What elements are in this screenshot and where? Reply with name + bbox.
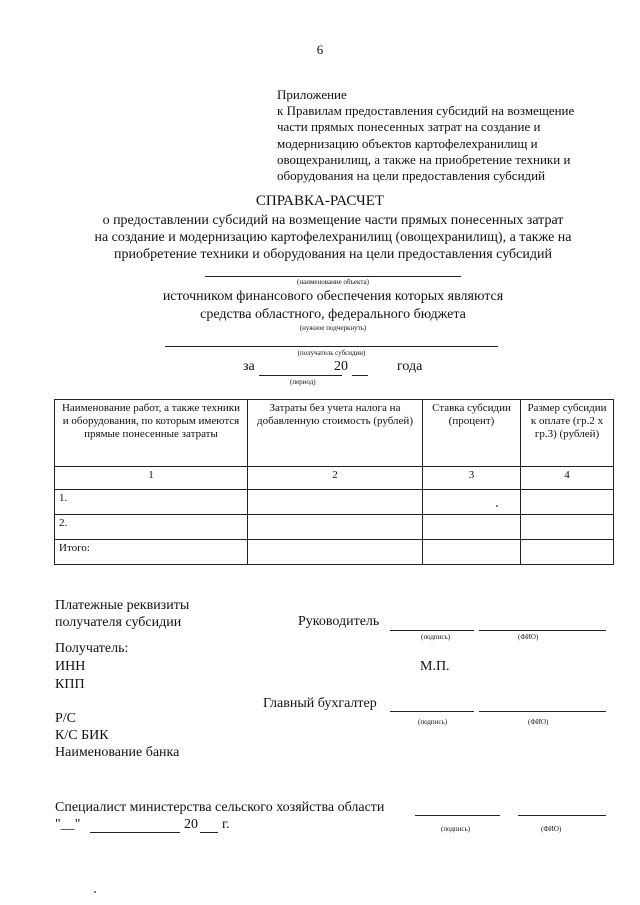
stamp-label: М.П.: [420, 659, 450, 674]
period-suffix: года: [397, 359, 423, 374]
header-cell: Затраты без учета налога на добавленную стоимость (рублей): [248, 400, 423, 467]
appendix-title: Приложение: [277, 87, 347, 102]
table-cell[interactable]: [423, 515, 521, 540]
period-field[interactable]: [259, 375, 342, 376]
recipient-label: Получатель:: [55, 641, 129, 656]
payment-details-line: Платежные реквизиты: [55, 598, 190, 613]
financing-hint: (нужное подчеркнуть): [299, 324, 367, 332]
document-subtitle: [0, 212, 640, 263]
date-suffix: г.: [222, 817, 230, 832]
period-prefix: за: [243, 359, 255, 374]
table-cell[interactable]: 2.: [55, 515, 248, 540]
director-name-hint: (ФИО): [518, 633, 539, 641]
director-signature-hint: (подпись): [421, 633, 451, 641]
table-cell[interactable]: [521, 540, 614, 565]
appendix-line: овощехранилищ, а также на приобретение техники и: [277, 151, 571, 167]
director-label: Руководитель: [298, 614, 380, 629]
payment-details-line: получателя субсидии: [55, 615, 182, 630]
appendix-line: к Правилам предоставления субсидий на возмещение: [277, 103, 575, 119]
date-year-prefix: 20: [184, 817, 198, 832]
table-cell[interactable]: [521, 490, 614, 515]
kpp-label: КПП: [55, 677, 85, 692]
header-cell: Ставка субсидии (процент): [423, 400, 521, 467]
table-cell[interactable]: 1.: [55, 490, 248, 515]
table-cell[interactable]: [248, 515, 423, 540]
table-row: [55, 490, 614, 515]
table-cell[interactable]: [521, 515, 614, 540]
column-number: 2: [248, 467, 423, 490]
inn-label: ИНН: [55, 659, 86, 674]
appendix-line: части прямых понесенных затрат на создание и: [277, 119, 541, 135]
table-header-row: [55, 400, 614, 467]
specialist-signature-line[interactable]: [415, 815, 500, 816]
period-year-field[interactable]: [352, 375, 368, 376]
table-cell[interactable]: [423, 540, 521, 565]
column-number-row: [55, 467, 614, 490]
specialist-name-line[interactable]: [518, 815, 606, 816]
period-hint: (период): [290, 378, 316, 386]
accountant-name-hint: (ФИО): [528, 718, 549, 726]
specialist-name-hint: (ФИО): [541, 825, 562, 833]
scan-speck: [496, 505, 498, 507]
appendix-line: модернизацию объектов картофелехранилищ и: [277, 135, 538, 151]
table-cell[interactable]: [423, 490, 521, 515]
table-total-row: [55, 540, 614, 565]
financing-line-2: средства областного, федерального бюджета: [200, 307, 466, 322]
subtitle-line: на создание и модернизацию картофелехранилищ (овощехранилищ), а также на: [94, 230, 572, 245]
date-month-line[interactable]: [90, 832, 180, 833]
chief-accountant-label: Главный бухгалтер: [263, 696, 377, 711]
object-name-hint: (наименование объекта): [297, 278, 369, 286]
director-signature-line[interactable]: [390, 630, 474, 631]
calculation-table: [54, 399, 614, 565]
bank-name-label: Наименование банка: [55, 745, 180, 760]
appendix-line: оборудования на цели предоставления субсидий: [277, 168, 546, 184]
recipient-hint: (получатель субсидии): [297, 349, 366, 357]
table-row: [55, 515, 614, 540]
subtitle-line: приобретение техники и оборудования на цели предоставления субсидий: [114, 247, 552, 262]
date-quote: "__": [55, 817, 81, 832]
period-year-prefix: 20: [334, 359, 348, 374]
column-number: 1: [55, 467, 248, 490]
document-title: СПРАВКА-РАСЧЕТ: [255, 193, 385, 209]
accountant-signature-line[interactable]: [390, 711, 474, 712]
specialist-label: Специалист министерства сельского хозяйства области: [55, 800, 385, 815]
header-cell: Размер субсидии к оплате (гр.2 х гр.3) (рублей): [521, 400, 614, 467]
specialist-signature-hint: (подпись): [441, 825, 471, 833]
director-name-line[interactable]: [479, 630, 606, 631]
table-cell[interactable]: [248, 540, 423, 565]
table-cell[interactable]: [248, 490, 423, 515]
header-cell: Наименование работ, а также техники и оборудования, по которым имеются прямые понесенные затраты: [55, 400, 248, 467]
rs-label: Р/С: [55, 711, 77, 726]
accountant-signature-hint: (подпись): [418, 718, 448, 726]
accountant-name-line[interactable]: [479, 711, 606, 712]
payment-details-label: [55, 597, 189, 631]
column-number: 3: [423, 467, 521, 490]
date-year-line[interactable]: [200, 832, 218, 833]
column-number: 4: [521, 467, 614, 490]
appendix-block: [277, 87, 617, 184]
recipient-line[interactable]: [165, 346, 498, 347]
page-number: 6: [316, 42, 324, 57]
ks-bik-label: К/С БИК: [55, 728, 109, 743]
scan-speck: [94, 891, 96, 893]
object-name-line[interactable]: [205, 276, 461, 277]
financing-line-1: источником финансового обеспечения которых являются: [162, 289, 504, 304]
table-cell[interactable]: Итого:: [55, 540, 248, 565]
subtitle-line: о предоставлении субсидий на возмещение части прямых понесенных затрат: [102, 213, 564, 228]
